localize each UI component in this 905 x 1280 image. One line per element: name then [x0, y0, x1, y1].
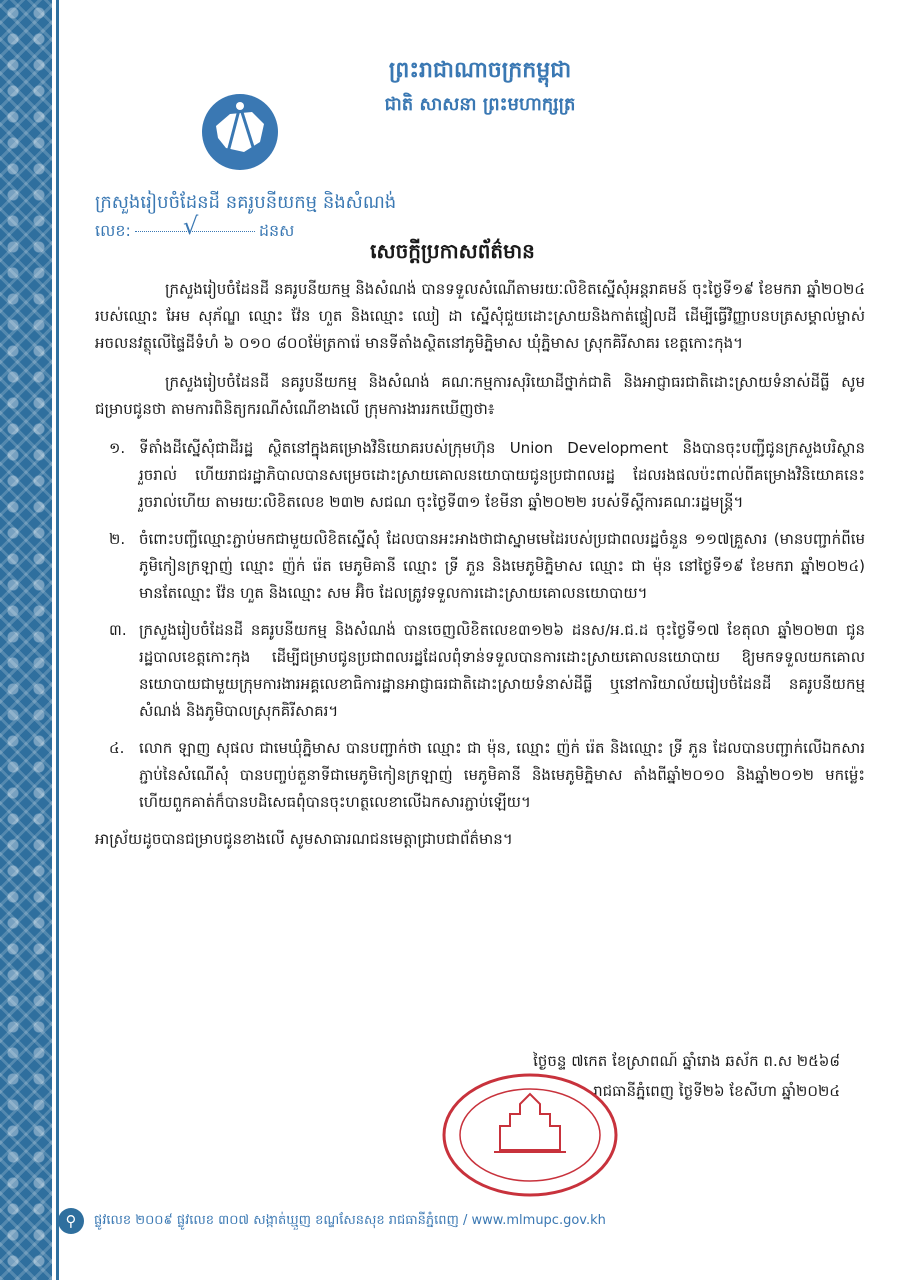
list-item-number: ៣.	[109, 621, 127, 639]
list-item-text: ទីតាំងដីស្នើសុំជាដីរដ្ឋ ស្ថិតនៅក្នុងគម្រោងវិនិយោគរបស់ក្រុមហ៊ុន Union Development និងបានចុះបញ្ជីជូនក្រសួងបរិស្ថានរួចរាល់ ហើយរាជរដ្ឋាភិបាលបានសម្រេចដោះស្រាយគោលនយោបាយជូនប្រជាពលរដ្ឋ ដែលរងផលប៉ះពាល់ពីគម្រោងវិនិយោគនេះរួចរាល់ហើយ តាមរយៈលិខិតលេខ ២៣២ សជណ ចុះថ្ងៃទី៣១ ខែមីនា ឆ្នាំ២០២២ របស់ទីស្តីការគណៈរដ្ឋមន្ត្រី។	[139, 439, 865, 511]
list-item	[109, 435, 865, 516]
lunar-date: ថ្ងៃចន្ទ ៧កេត ខែស្រាពណ៍ ឆ្នាំរោង ឆស័ក ព.ស ២៥៦៨	[533, 1052, 840, 1070]
letter-number-suffix: ដនស	[258, 221, 295, 240]
list-item-number: ២.	[109, 530, 126, 548]
official-seal	[440, 1070, 620, 1200]
kingdom-name: ព្រះរាជាណាចក្រកម្ពុជា	[388, 58, 572, 83]
footer-address: ផ្លូវលេខ ២០០៩ ផ្លូវលេខ ៣០៧ សង្កាត់ឃ្មួញ ខណ្ឌសែនសុខ រាជធានីភ្នំពេញ / www.mlmupc.gov.kh	[94, 1213, 606, 1228]
document-body	[95, 276, 865, 865]
list-item-number: ៤.	[109, 739, 125, 757]
decorative-side-line	[56, 0, 59, 1280]
paragraph-1: ក្រសួងរៀបចំដែនដី នគរូបនីយកម្ម និងសំណង់ បានទទួលសំណើតាមរយៈលិខិតស្នើសុំអន្តរាគមន៍ ចុះថ្ងៃទី១៩ ខែមករា ឆ្នាំ២០២៤ របស់ឈ្មោះ អែម សុភ័ណ្ឌ ឈ្មោះ វ៉ែន ហួត និងឈ្មោះ ឈៀ ដា ស្នើសុំជួយដោះស្រាយនិងកាត់ផ្ទៀលដី ដើម្បីធ្វើវិញ្ញាបនបត្រសម្គាល់ម្ចាស់អចលនវត្ថុលើផ្ទៃដីទំហំ ៦ ០១០ ៨០០ម៉ែត្រការ៉េ មានទីតាំងស្ថិតនៅភូមិភ្និមាស ឃុំភ្និមាស ស្រុកគិរីសាគរ ខេត្តកោះកុង។	[95, 280, 865, 352]
closing-paragraph: អាស្រ័យដូចបានជម្រាបជូនខាងលើ សូមសាធារណជនមេត្តាជ្រាបជាព័ត៌មាន។	[95, 830, 513, 848]
list-item	[109, 735, 865, 816]
list-item	[109, 617, 865, 725]
list-item-text: ចំពោះបញ្ជីឈ្មោះភ្ជាប់មកជាមួយលិខិតស្នើសុំ ដែលបានអះអាងថាជាស្នាមមេដៃរបស់ប្រជាពលរដ្ឋចំនួន ១១៧គ្រួសារ (មានបញ្ជាក់ពីមេភូមិកៀនក្រឡាញ់ ឈ្មោះ ញ៉ក់ រ៉េត មេភូមិគានី ឈ្មោះ ទ្រី ភួន និងមេភូមិភ្និមាស ឈ្មោះ ជា ម៉ុន នៅថ្ងៃទី១៩ ខែមករា ឆ្នាំ២០២៤) មានតែឈ្មោះ វ៉ែន ហួត និងឈ្មោះ សម អ៊ិច ដែលត្រូវទទួលការដោះស្រាយគោលនយោបាយ។	[139, 530, 865, 602]
location-pin-icon: ⚲	[58, 1208, 84, 1234]
list-item	[109, 526, 865, 607]
list-item-number: ១.	[109, 439, 126, 457]
check-mark: √	[183, 212, 199, 240]
list-item-text: ក្រសួងរៀបចំដែនដី នគរូបនីយកម្ម និងសំណង់ បានចេញលិខិតលេខ៣១២៦ ដនស/អ.ជ.ដ ចុះថ្ងៃទី១៧ ខែតុលា ឆ្នាំ២០២៣ ជូនរដ្ឋបាលខេត្តកោះកុង ដើម្បីជម្រាបជូនប្រជាពលរដ្ឋដែលពុំទាន់ទទួលបានការដោះស្រាយគោលនយោបាយ ឱ្យមកទទួលយកគោលនយោបាយជាមួយក្រុមការងារអគ្គលេខាធិការដ្ឋានអាជ្ញាធរជាតិដោះស្រាយទំនាស់ដីធ្លី ឬនៅការិយាល័យរៀបចំដែនដី នគរូបនីយកម្ម សំណង់ និងភូមិបាលស្រុកគិរីសាគរ។	[139, 621, 865, 720]
list-item-text: លោក ឡាញ សុផល ជាមេឃុំភ្និមាស បានបញ្ជាក់ថា ឈ្មោះ ជា ម៉ុន, ឈ្មោះ ញ៉ក់ រ៉េត និងឈ្មោះ ទ្រី ភួន ដែលបានបញ្ជាក់លើឯកសារភ្ជាប់នៃសំណើសុំ បានបញ្ចប់តួនាទីជាមេភូមិកៀនក្រឡាញ់ មេភូមិគានី និងមេភូមិភ្និមាស តាំងពីឆ្នាំ២០១០ និងឆ្នាំ២០១២ មកម្ល៉េះ ហើយពួកគាត់ក៏បានបដិសេធពុំបានចុះហត្ថលេខាលើឯកសារភ្ជាប់ឡើយ។	[139, 739, 865, 811]
ministry-name: ក្រសួងរៀបចំដែនដី នគរូបនីយកម្ម និងសំណង់	[95, 192, 397, 213]
findings-list	[95, 435, 865, 816]
national-motto: ជាតិ សាសនា ព្រះមហាក្សត្រ	[384, 94, 576, 115]
decorative-side-band	[0, 0, 52, 1280]
ministry-logo	[200, 92, 280, 172]
kingdom-motto	[330, 56, 630, 119]
solar-date: រាជធានីភ្នំពេញ ថ្ងៃទី២៦ ខែសីហា ឆ្នាំ២០២៤	[593, 1082, 840, 1100]
letter-number-prefix: លេខ:	[95, 221, 131, 240]
paragraph-2: ក្រសួងរៀបចំដែនដី នគរូបនីយកម្ម និងសំណង់ គណៈកម្មការសុរិយោដីថ្នាក់ជាតិ និងអាជ្ញាធរជាតិដោះស្រាយទំនាស់ដីធ្លី សូមជម្រាបជូនថា តាមការពិនិត្យករណីសំណើខាងលើ ក្រុមការងាររកឃើញថា៖	[95, 373, 865, 418]
document-title: សេចក្តីប្រកាសព័ត៌មាន	[370, 239, 535, 263]
